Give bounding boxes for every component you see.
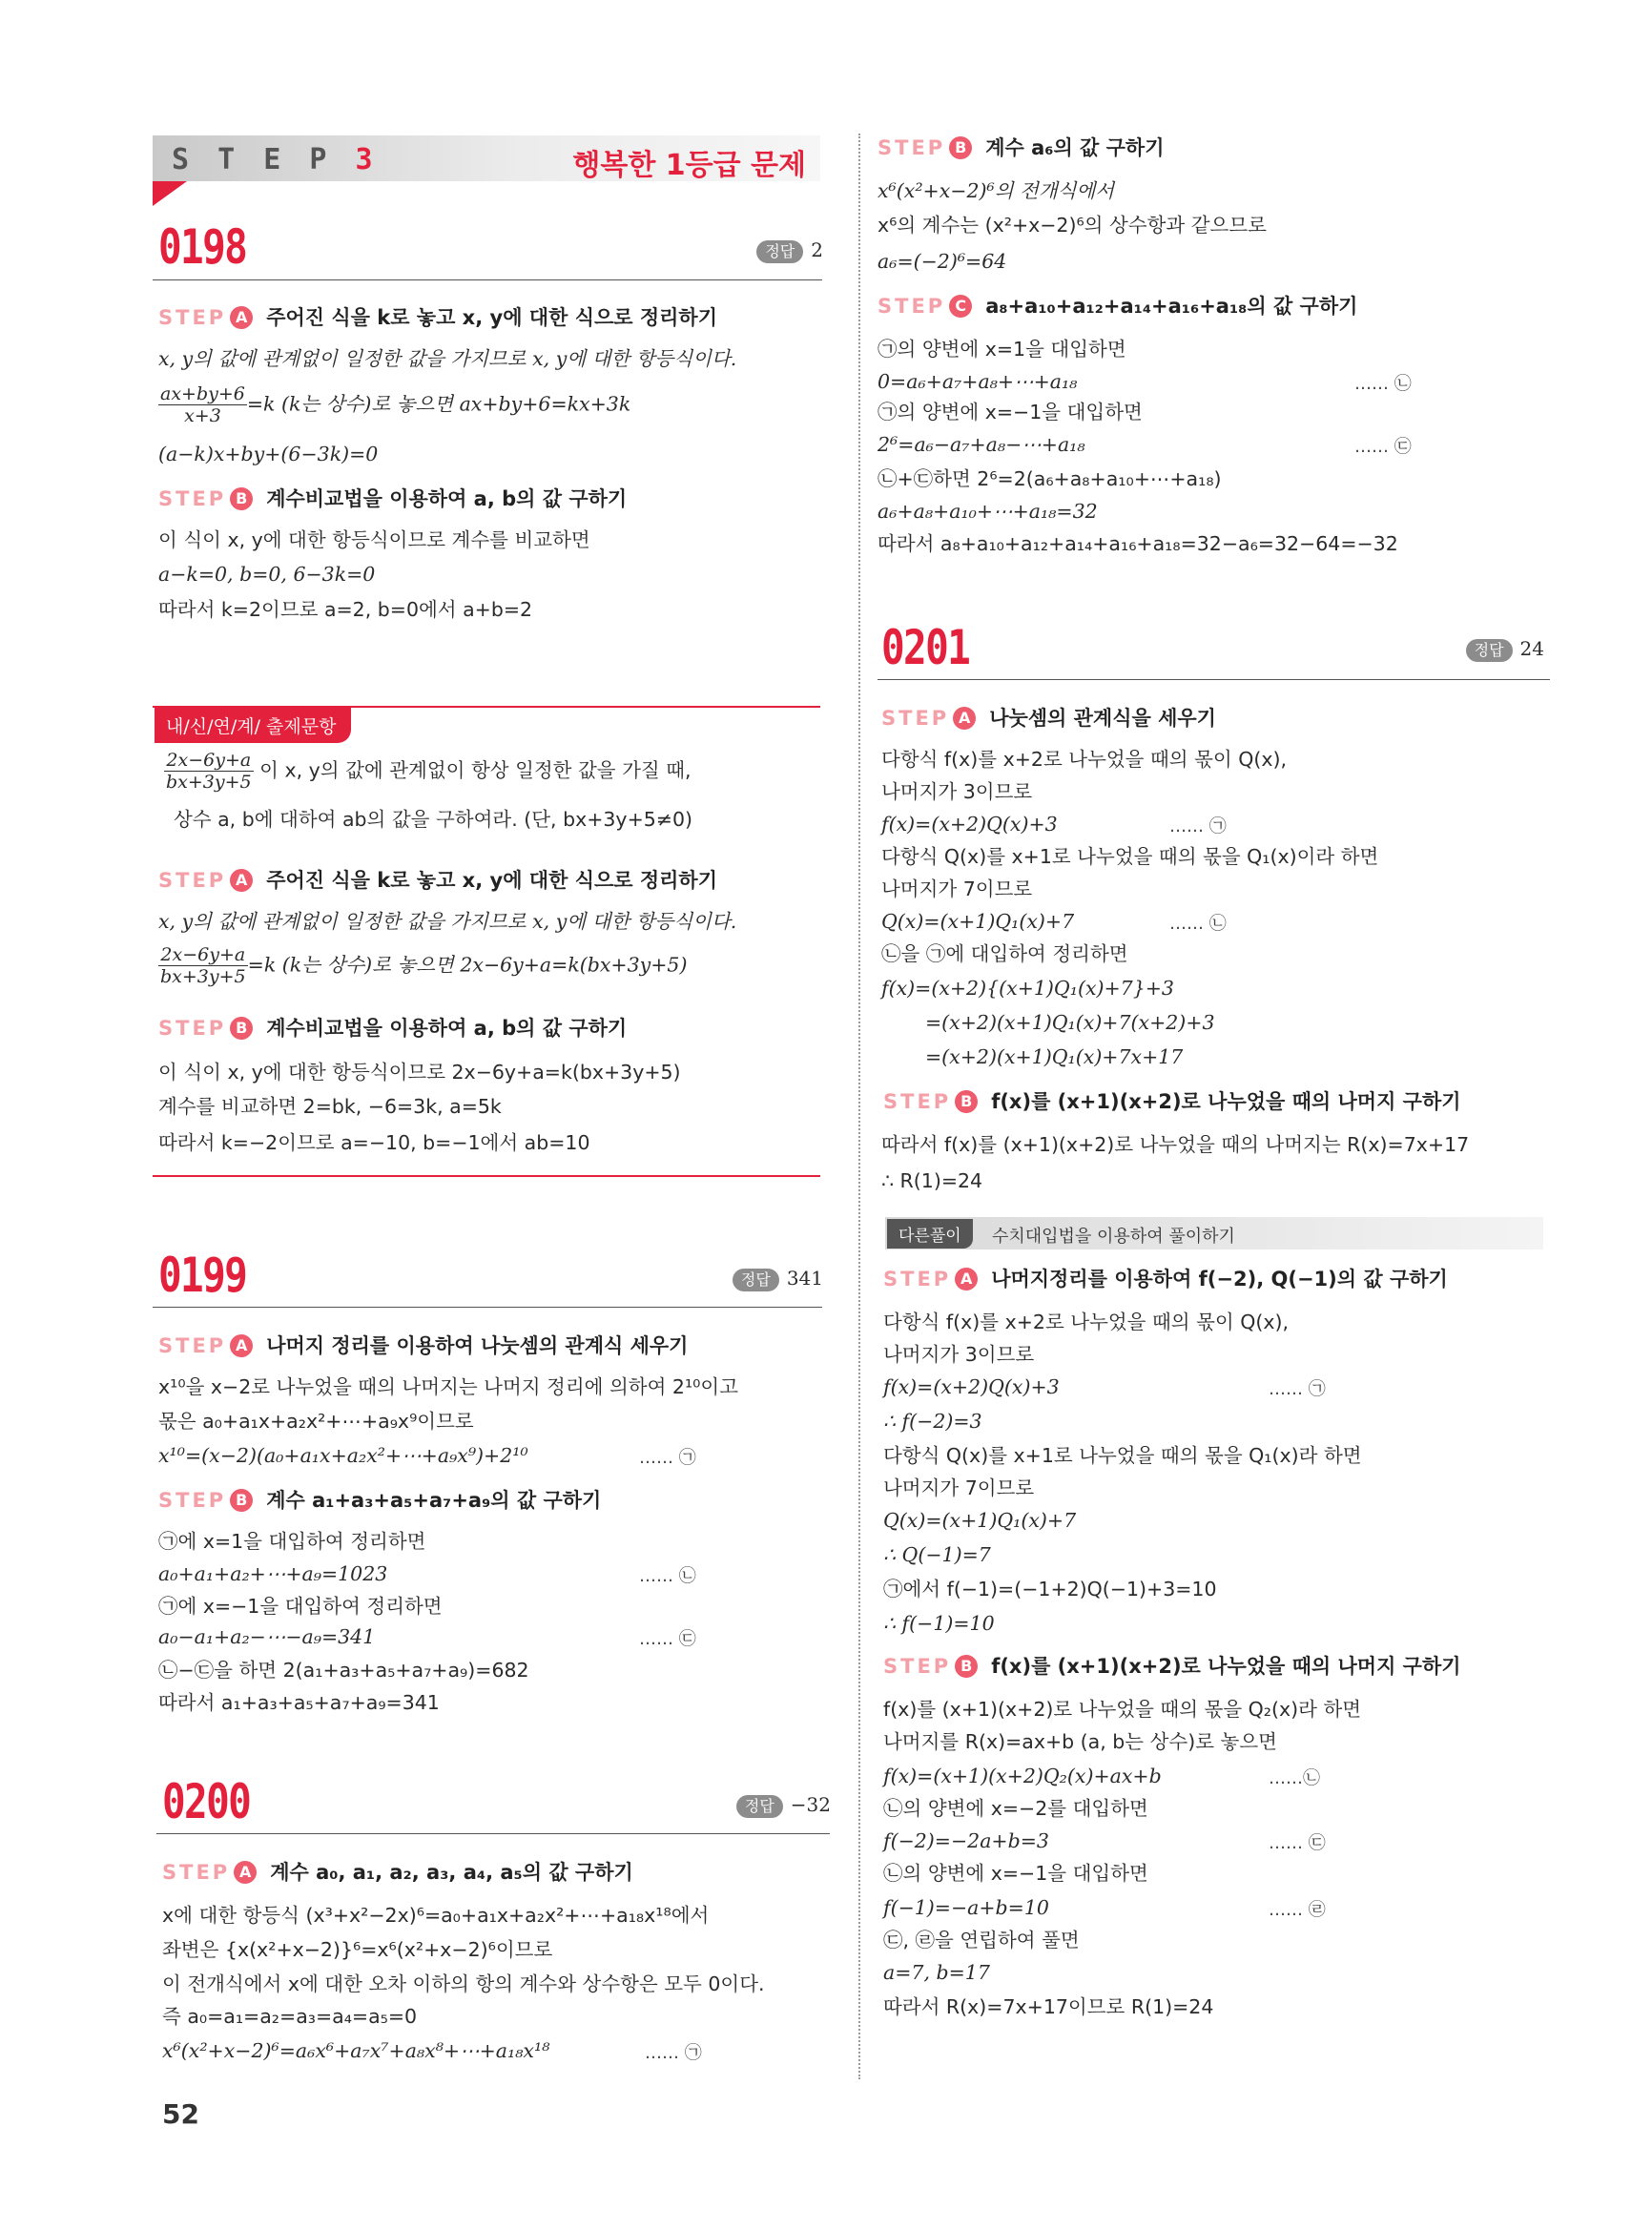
text-line: 좌변은 {x(x²+x−2)}⁶=x⁶(x²+x−2)⁶이므로 (162, 1938, 553, 1961)
text-line: a=7, b=17 (883, 1961, 990, 1984)
answer-0200 (736, 1793, 831, 1818)
step-a-icon: A (230, 869, 253, 892)
text-line: f(−1)=−a+b=10 (883, 1896, 1049, 1919)
text-line: =k (k는 상수)로 놓으면 ax+by+6=kx+3k (246, 392, 631, 416)
text-line: 즉 a₀=a₁=a₂=a₃=a₄=a₅=0 (162, 2005, 418, 2028)
fraction-line (158, 944, 687, 987)
step-a-icon: A (234, 1861, 257, 1884)
answer-value: 24 (1519, 637, 1544, 660)
equation-ref: …… ㉢ (1269, 1833, 1326, 1853)
equation-ref: ……㉡ (1269, 1768, 1320, 1788)
step-b-0198: STEP B 계수비교법을 이용하여 a, b의 값 구하기 (158, 487, 628, 510)
text-line: =k (k는 상수)로 놓으면 2x−6y+a=k(bx+3y+5) (247, 953, 688, 977)
text-line: f(x)를 (x+1)(x+2)로 나누었을 때의 몫을 Q₂(x)라 하면 (883, 1698, 1362, 1721)
text-line: x⁶의 계수는 (x²+x−2)⁶의 상수항과 같으므로 (878, 214, 1267, 237)
step-c-icon: C (949, 295, 972, 318)
text-line: 몫은 a₀+a₁x+a₂x²+⋯+a₉x⁹이므로 (158, 1410, 474, 1433)
step-title: 계수 a₁+a₃+a₅+a₇+a₉의 값 구하기 (266, 1489, 602, 1512)
text-line: f(x)=(x+2)Q(x)+3 (881, 813, 1058, 836)
page-number: 52 (162, 2098, 199, 2130)
step-b-icon: B (955, 1655, 978, 1678)
answer-value: 2 (811, 238, 823, 261)
text-line: (a−k)x+by+(6−3k)=0 (158, 443, 379, 465)
answer-value: −32 (790, 1793, 831, 1816)
fraction-numerator: 2x−6y+a (164, 750, 254, 772)
text-line: =(x+2)(x+1)Q₁(x)+7x+17 (925, 1045, 1184, 1068)
text-line: 이 식이 x, y에 대한 항등식이므로 계수를 비교하면 (158, 528, 590, 551)
text-line: f(x)=(x+2){(x+1)Q₁(x)+7}+3 (881, 977, 1174, 1000)
text-line: ∴ R(1)=24 (881, 1169, 983, 1192)
text-line: 다항식 Q(x)를 x+1로 나누었을 때의 몫을 Q₁(x)이라 하면 (881, 845, 1379, 868)
text-line: f(x)=(x+2)Q(x)+3 (883, 1375, 1060, 1398)
text-line: 따라서 R(x)=7x+17이므로 R(1)=24 (883, 1995, 1214, 2018)
text-line: 나머지를 R(x)=ax+b (a, b는 상수)로 놓으면 (883, 1730, 1277, 1753)
step-a-related: STEP A 주어진 식을 k로 놓고 x, y에 대한 식으로 정리하기 (158, 869, 718, 892)
step-b-related: STEP B 계수비교법을 이용하여 a, b의 값 구하기 (158, 1017, 628, 1040)
step-title: 계수 a₀, a₁, a₂, a₃, a₄, a₅의 값 구하기 (270, 1861, 633, 1884)
question-line (164, 750, 692, 793)
fraction-denominator: bx+3y+5 (160, 966, 246, 987)
step-title: f(x)를 (x+1)(x+2)로 나누었을 때의 나머지 구하기 (991, 1655, 1461, 1678)
text-line: 다항식 f(x)를 x+2로 나누었을 때의 몫이 Q(x), (881, 748, 1288, 771)
text-line: 나머지가 7이므로 (881, 878, 1033, 900)
step-title: 계수비교법을 이용하여 a, b의 값 구하기 (266, 1017, 628, 1040)
text-line: ㉠에 x=1을 대입하여 정리하면 (158, 1530, 426, 1553)
step-c-0200: STEP C a₈+a₁₀+a₁₂+a₁₄+a₁₆+a₁₈의 값 구하기 (878, 295, 1358, 318)
step-b-icon: B (230, 1489, 253, 1512)
step-b-alt: STEP B f(x)를 (x+1)(x+2)로 나누었을 때의 나머지 구하기 (883, 1655, 1461, 1678)
step-b-icon: B (955, 1090, 978, 1113)
problem-rule (156, 1833, 830, 1834)
equation-ref: …… ㉠ (639, 1448, 696, 1468)
step-title: f(x)를 (x+1)(x+2)로 나누었을 때의 나머지 구하기 (991, 1090, 1461, 1113)
text-line: 이 식이 x, y에 대한 항등식이므로 2x−6y+a=k(bx+3y+5) (158, 1061, 681, 1084)
text-line: 나머지가 7이므로 (883, 1476, 1035, 1499)
answer-badge: 정답 (736, 1795, 783, 1818)
step-header-label (172, 143, 379, 176)
text-line: a₆+a₈+a₁₀+⋯+a₁₈=32 (878, 500, 1098, 523)
text-line: 따라서 k=2이므로 a=2, b=0에서 a+b=2 (158, 598, 533, 621)
problem-number-0201: 0201 (881, 620, 970, 675)
step-b-0201: STEP B f(x)를 (x+1)(x+2)로 나누었을 때의 나머지 구하기 (883, 1090, 1461, 1113)
text-line: 따라서 a₈+a₁₀+a₁₂+a₁₄+a₁₆+a₁₈=32−a₆=32−64=−32 (878, 532, 1398, 555)
text-line: a−k=0, b=0, 6−3k=0 (158, 563, 376, 586)
text-line: Q(x)=(x+1)Q₁(x)+7 (881, 910, 1075, 933)
equation-ref: …… ㉠ (1269, 1379, 1326, 1399)
text-line: ㉡을 ㉠에 대입하여 정리하면 (881, 942, 1128, 965)
problem-rule (153, 1307, 822, 1308)
column-divider (858, 134, 860, 2079)
text-line: ㉡+㉢하면 2⁶=2(a₆+a₈+a₁₀+⋯+a₁₈) (878, 467, 1222, 490)
step-a-0200: STEP A 계수 a₀, a₁, a₂, a₃, a₄, a₅의 값 구하기 (162, 1861, 633, 1884)
step-label: S T E P (172, 143, 333, 176)
problem-rule (878, 679, 1550, 680)
step-title: 주어진 식을 k로 놓고 x, y에 대한 식으로 정리하기 (266, 306, 718, 329)
step-title: 나머지정리를 이용하여 f(−2), Q(−1)의 값 구하기 (991, 1268, 1448, 1291)
text-line: 나머지가 3이므로 (881, 780, 1033, 803)
text-line: x⁶(x²+x−2)⁶=a₆x⁶+a₇x⁷+a₈x⁸+⋯+a₁₈x¹⁸ (162, 2039, 550, 2062)
text-line: x, y의 값에 관계없이 일정한 값을 가지므로 x, y에 대한 항등식이다. (158, 347, 737, 370)
step-title: 계수비교법을 이용하여 a, b의 값 구하기 (266, 487, 628, 510)
text-line: x¹⁰=(x−2)(a₀+a₁x+a₂x²+⋯+a₉x⁹)+2¹⁰ (158, 1444, 528, 1467)
fraction (158, 383, 247, 426)
step-a-icon: A (230, 1334, 253, 1357)
text-line: 이 전개식에서 x에 대한 오차 이하의 항의 계수와 상수항은 모두 0이다. (162, 1972, 765, 1995)
text-line: 다항식 f(x)를 x+2로 나누었을 때의 몫이 Q(x), (883, 1311, 1290, 1333)
answer-0199 (733, 1267, 823, 1291)
text-line: 따라서 k=−2이므로 a=−10, b=−1에서 ab=10 (158, 1131, 590, 1154)
text-line: 따라서 a₁+a₃+a₅+a₇+a₉=341 (158, 1691, 440, 1714)
related-end-rule (153, 1175, 820, 1177)
answer-0198 (756, 238, 823, 263)
step-a-icon: A (955, 1268, 978, 1291)
text-line: ㉠에 x=−1을 대입하여 정리하면 (158, 1595, 443, 1618)
answer-badge: 정답 (756, 240, 803, 263)
step-b-icon: B (949, 136, 972, 159)
step-b-icon: B (230, 487, 253, 510)
text-line: x⁶(x²+x−2)⁶의 전개식에서 (878, 179, 1115, 202)
text-line: a₀−a₁+a₂−⋯−a₉=341 (158, 1625, 376, 1648)
step-b-0200: STEP B 계수 a₆의 값 구하기 (878, 136, 1165, 159)
alt-solution-title: 수치대입법을 이용하여 풀이하기 (992, 1227, 1235, 1247)
problem-number-0198: 0198 (158, 219, 247, 275)
answer-badge: 정답 (1466, 639, 1513, 662)
step-a-alt: STEP A 나머지정리를 이용하여 f(−2), Q(−1)의 값 구하기 (883, 1268, 1448, 1291)
text-line: ㉡의 양변에 x=−2를 대입하면 (883, 1797, 1148, 1820)
fraction-numerator: ax+by+6 (160, 383, 245, 404)
step-a-icon: A (953, 707, 976, 730)
step-title: 주어진 식을 k로 놓고 x, y에 대한 식으로 정리하기 (266, 869, 718, 892)
text-line: 나머지가 3이므로 (883, 1343, 1035, 1366)
step-b-0199: STEP B 계수 a₁+a₃+a₅+a₇+a₉의 값 구하기 (158, 1489, 602, 1512)
text-line: 0=a₆+a₇+a₈+⋯+a₁₈ (878, 370, 1078, 393)
text-line: x, y의 값에 관계없이 일정한 값을 가지므로 x, y에 대한 항등식이다. (158, 910, 737, 933)
step-a-0201: STEP A 나눗셈의 관계식을 세우기 (881, 707, 1216, 730)
text-line: 따라서 f(x)를 (x+1)(x+2)로 나누었을 때의 나머지는 R(x)=7x+17 (881, 1133, 1470, 1156)
text-line: 계수를 비교하면 2=bk, −6=3k, a=5k (158, 1095, 502, 1118)
answer-badge: 정답 (733, 1269, 779, 1291)
fraction (164, 750, 254, 793)
text-line: ∴ f(−1)=10 (883, 1612, 995, 1635)
fraction-denominator: x+3 (184, 405, 221, 426)
text-line: f(x)=(x+1)(x+2)Q₂(x)+ax+b (883, 1765, 1162, 1787)
fraction-numerator: 2x−6y+a (158, 944, 248, 966)
question-text: 이 x, y의 값에 관계없이 항상 일정한 값을 가질 때, (259, 758, 692, 782)
question-line: 상수 a, b에 대하여 ab의 값을 구하여라. (단, bx+3y+5≠0) (174, 808, 693, 831)
fraction (158, 944, 248, 987)
text-line: x¹⁰을 x−2로 나누었을 때의 나머지는 나머지 정리에 의하여 2¹⁰이고 (158, 1375, 738, 1398)
step-title: 계수 a₆의 값 구하기 (985, 136, 1165, 159)
text-line: ㉡의 양변에 x=−1을 대입하면 (883, 1862, 1148, 1885)
equation-ref: …… ㉡ (1354, 374, 1412, 394)
step-a-0198: STEP A 주어진 식을 k로 놓고 x, y에 대한 식으로 정리하기 (158, 306, 718, 329)
text-line: ㉡−㉢을 하면 2(a₁+a₃+a₅+a₇+a₉)=682 (158, 1659, 529, 1682)
text-line: Q(x)=(x+1)Q₁(x)+7 (883, 1509, 1077, 1532)
text-line: ㉠의 양변에 x=−1을 대입하면 (878, 401, 1143, 423)
step-title: 나머지 정리를 이용하여 나눗셈의 관계식 세우기 (266, 1334, 689, 1357)
equation-ref: …… ㉢ (639, 1629, 696, 1649)
problem-number-0200: 0200 (162, 1774, 251, 1829)
text-line: ㉠에서 f(−1)=(−1+2)Q(−1)+3=10 (883, 1578, 1217, 1600)
fraction-line (158, 383, 630, 426)
text-line: x에 대한 항등식 (x³+x²−2x)⁶=a₀+a₁x+a₂x²+⋯+a₁₈x¹⁸에서 (162, 1904, 710, 1927)
answer-value: 341 (786, 1267, 823, 1290)
text-line: =(x+2)(x+1)Q₁(x)+7(x+2)+3 (925, 1011, 1215, 1034)
equation-ref: …… ㉢ (1354, 437, 1412, 457)
answer-0201 (1466, 637, 1544, 662)
text-line: a₀+a₁+a₂+⋯+a₉=1023 (158, 1562, 388, 1585)
equation-ref: …… ㉡ (1169, 914, 1227, 934)
step-a-0199: STEP A 나머지 정리를 이용하여 나눗셈의 관계식 세우기 (158, 1334, 689, 1357)
fraction-denominator: bx+3y+5 (166, 772, 252, 793)
equation-ref: …… ㉡ (639, 1566, 696, 1586)
text-line: ㉠의 양변에 x=1을 대입하면 (878, 338, 1126, 361)
step-a-icon: A (230, 306, 253, 329)
text-line: ㉢, ㉣을 연립하여 풀면 (883, 1929, 1080, 1951)
text-line: a₆=(−2)⁶=64 (878, 250, 1007, 273)
problem-rule (153, 279, 822, 280)
text-line: 2⁶=a₆−a₇+a₈−⋯+a₁₈ (878, 433, 1085, 456)
text-line: f(−2)=−2a+b=3 (883, 1829, 1049, 1852)
text-line: ∴ Q(−1)=7 (883, 1543, 991, 1566)
problem-number-0199: 0199 (158, 1248, 247, 1303)
step-title: 나눗셈의 관계식을 세우기 (989, 707, 1216, 730)
text-line: ∴ f(−2)=3 (883, 1410, 982, 1433)
text-line: 다항식 Q(x)를 x+1로 나누었을 때의 몫을 Q₁(x)라 하면 (883, 1444, 1362, 1467)
equation-ref: …… ㉣ (1269, 1900, 1326, 1920)
header-corner-triangle (153, 181, 187, 206)
step-b-icon: B (230, 1017, 253, 1040)
page-title: 행복한 1등급 문제 (572, 149, 806, 182)
step-title: a₈+a₁₀+a₁₂+a₁₄+a₁₆+a₁₈의 값 구하기 (985, 295, 1358, 318)
equation-ref: …… ㉠ (1169, 816, 1227, 836)
equation-ref: …… ㉠ (645, 2043, 702, 2063)
alt-solution-badge: 다른풀이 (887, 1219, 973, 1249)
related-banner-label: 내/신/연/계/ 출제문항 (155, 708, 351, 743)
step-number: 3 (355, 143, 379, 176)
